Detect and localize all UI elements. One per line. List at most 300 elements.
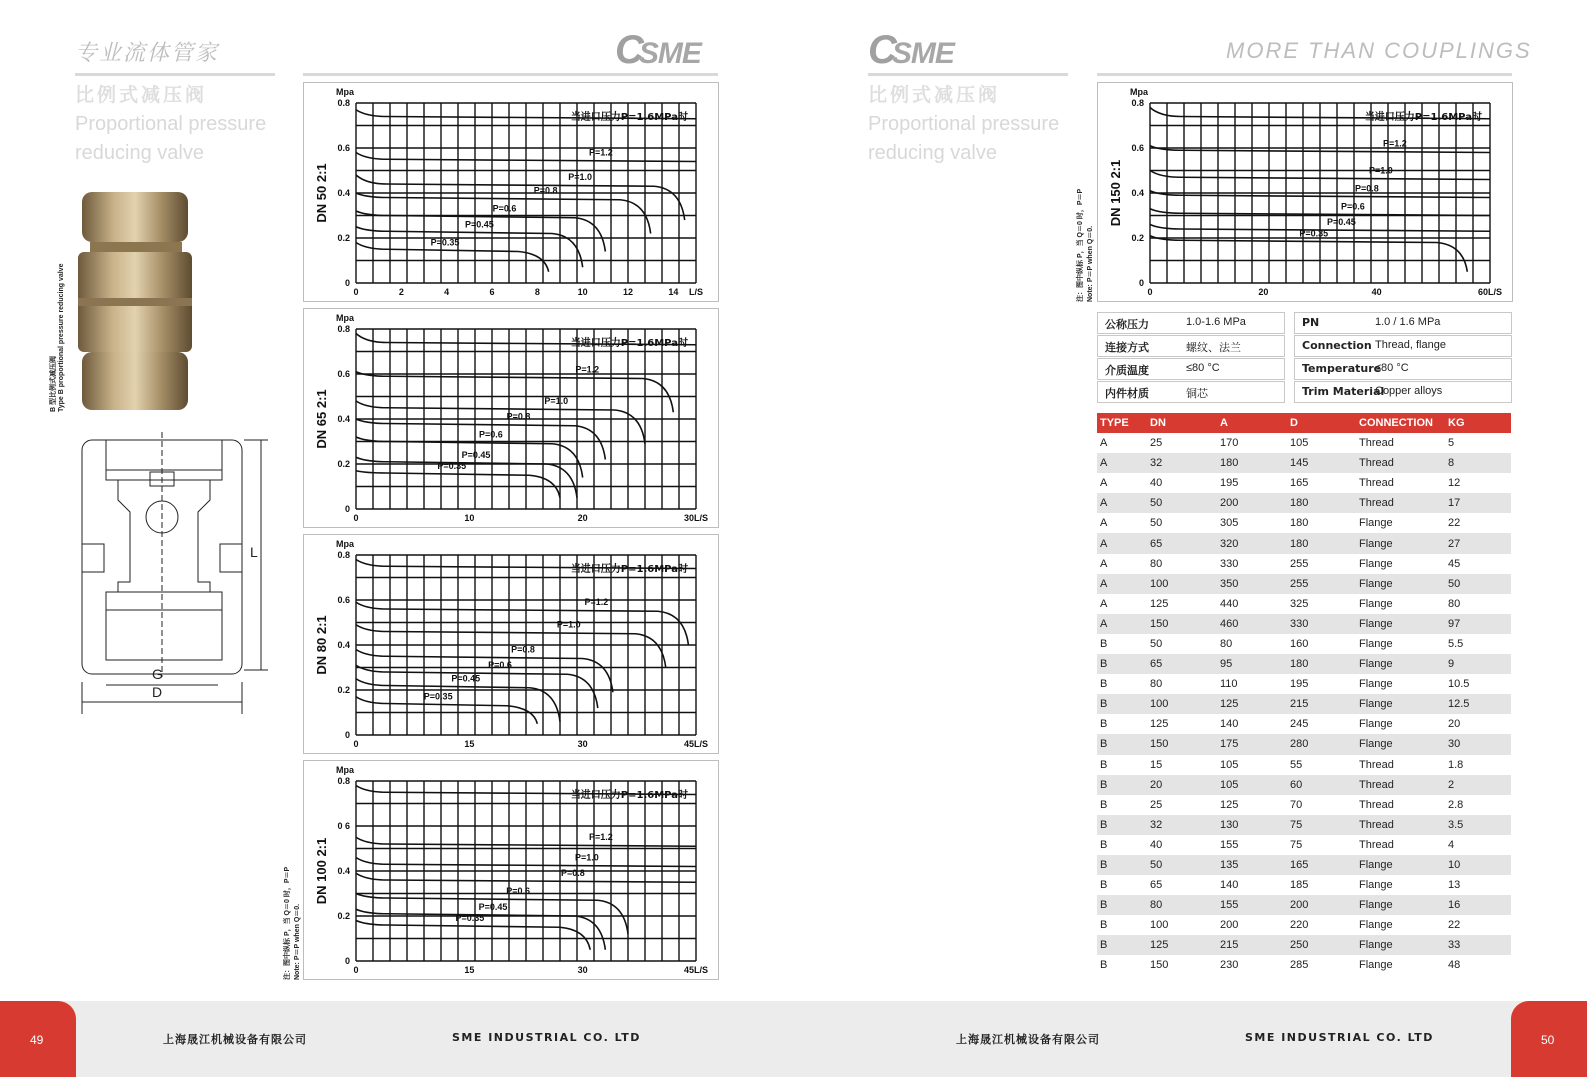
cell-connection: Flange bbox=[1356, 614, 1445, 634]
drawing-label-l: L bbox=[250, 544, 258, 560]
series-label: P=0.8 bbox=[511, 644, 535, 655]
x-tick-label: 0 bbox=[353, 739, 359, 749]
y-tick-label: 0.4 bbox=[337, 414, 350, 424]
cell-d: 180 bbox=[1287, 654, 1356, 674]
cell-kg: 5 bbox=[1448, 437, 1455, 450]
cell-d: 325 bbox=[1290, 597, 1309, 610]
y-tick-label: 0.6 bbox=[337, 369, 350, 379]
table-row bbox=[1097, 875, 1511, 895]
chart-dn150 bbox=[1097, 82, 1513, 302]
cell-kg: 27 bbox=[1445, 533, 1511, 553]
cell-type: B bbox=[1100, 919, 1108, 932]
series-line bbox=[356, 372, 673, 413]
cell-dn: 100 bbox=[1150, 919, 1169, 932]
cell-kg: 9 bbox=[1445, 654, 1511, 674]
y-tick-label: 0.2 bbox=[337, 685, 350, 695]
cell-connection: Flange bbox=[1356, 533, 1445, 553]
x-tick-label: 4 bbox=[444, 287, 450, 297]
cell-type: B bbox=[1097, 734, 1147, 754]
cell-dn: 32 bbox=[1147, 453, 1217, 473]
table-row bbox=[1097, 533, 1511, 553]
footer-company-cn-left: 上海晟江机械设备有限公司 bbox=[163, 1033, 307, 1046]
cell-type: B bbox=[1100, 718, 1108, 731]
logo-swoosh-icon: C bbox=[868, 28, 896, 72]
spec-en-2: Temperature ≤80 °C bbox=[1294, 358, 1512, 380]
cell-kg: 10.5 bbox=[1448, 678, 1470, 691]
cell-d: 285 bbox=[1290, 959, 1309, 972]
y-tick-label: 0.4 bbox=[1131, 188, 1144, 198]
cell-connection: Flange bbox=[1356, 935, 1445, 955]
cell-type: A bbox=[1100, 477, 1108, 490]
x-tick-label: L/S bbox=[688, 287, 704, 297]
cell-kg: 16 bbox=[1445, 895, 1511, 915]
y-tick-label: 0.6 bbox=[337, 595, 350, 605]
y-tick-label: 0.2 bbox=[1131, 233, 1144, 243]
cell-a: 135 bbox=[1217, 855, 1287, 875]
table-row bbox=[1097, 775, 1511, 795]
y-tick-label: 0.8 bbox=[337, 550, 350, 560]
cell-d: 160 bbox=[1290, 637, 1309, 650]
cell-a: 170 bbox=[1220, 437, 1239, 450]
cell-d: 70 bbox=[1290, 798, 1303, 811]
cell-kg: 2 bbox=[1445, 775, 1511, 795]
cell-dn: 125 bbox=[1150, 597, 1169, 610]
x-tick-label: 0 bbox=[353, 287, 359, 297]
cell-a: 215 bbox=[1217, 935, 1287, 955]
chart-grid bbox=[356, 781, 696, 961]
table-row bbox=[1097, 734, 1511, 754]
y-tick-label: 0 bbox=[344, 504, 350, 514]
series-label: P=0.6 bbox=[492, 203, 517, 214]
table-row bbox=[1097, 554, 1511, 574]
y-tick-label: 0.2 bbox=[337, 459, 350, 469]
y-axis-label: DN 150 2:1 bbox=[1108, 159, 1123, 227]
cell-connection: Thread bbox=[1356, 453, 1445, 473]
footer-company-cn-right: 上海晟江机械设备有限公司 bbox=[956, 1033, 1100, 1046]
cell-dn: 80 bbox=[1147, 895, 1217, 915]
cell-connection: Flange bbox=[1359, 517, 1393, 530]
product-title-cn: 比例式减压阀 bbox=[75, 84, 208, 106]
header-rule-left-1 bbox=[75, 73, 275, 76]
product-title-en-line2: reducing valve bbox=[75, 142, 204, 164]
series-line bbox=[356, 602, 688, 645]
cell-type: B bbox=[1100, 959, 1108, 972]
cell-d: 250 bbox=[1287, 935, 1356, 955]
cell-a: 200 bbox=[1220, 919, 1239, 932]
cell-connection: Flange bbox=[1359, 597, 1393, 610]
series-label: P=1.0 bbox=[544, 395, 569, 406]
table-row bbox=[1097, 433, 1511, 453]
series-label: P=0.35 bbox=[437, 461, 467, 471]
series-label: P=1.2 bbox=[1383, 138, 1407, 149]
cell-type: B bbox=[1100, 798, 1108, 811]
y-tick-label: 0.2 bbox=[337, 911, 350, 921]
y-tick-label: 0.8 bbox=[337, 98, 350, 108]
drawing-label-g: G bbox=[152, 666, 163, 682]
cell-kg: 33 bbox=[1445, 935, 1511, 955]
cell-kg: 5.5 bbox=[1448, 637, 1464, 650]
cell-dn: 125 bbox=[1150, 718, 1169, 731]
cell-a: 195 bbox=[1220, 477, 1239, 490]
cell-a: 95 bbox=[1217, 654, 1287, 674]
y-unit-label: Mpa bbox=[336, 313, 354, 323]
cell-a: 105 bbox=[1220, 758, 1239, 771]
y-tick-label: 0 bbox=[344, 956, 350, 966]
cell-kg: 12 bbox=[1448, 477, 1461, 490]
cell-connection: Thread bbox=[1359, 477, 1394, 490]
cell-dn: 32 bbox=[1147, 815, 1217, 835]
cell-a: 140 bbox=[1220, 718, 1239, 731]
col-header-kg: KG bbox=[1445, 413, 1511, 433]
series-label: P=0.6 bbox=[488, 660, 512, 670]
cell-a: 80 bbox=[1220, 637, 1233, 650]
cell-dn: 125 bbox=[1147, 935, 1217, 955]
chart-note-cn-right: 注：图中纵标 P，当 Q＝0 时，P＝P bbox=[1077, 188, 1084, 302]
cell-dn: 25 bbox=[1150, 437, 1163, 450]
cell-kg: 80 bbox=[1448, 597, 1461, 610]
series-label: P=0.6 bbox=[479, 429, 503, 440]
cell-a: 440 bbox=[1220, 597, 1239, 610]
cell-d: 165 bbox=[1290, 477, 1309, 490]
table-row bbox=[1097, 714, 1511, 734]
cell-dn: 100 bbox=[1147, 694, 1217, 714]
cell-type: B bbox=[1100, 637, 1108, 650]
product-title-en-line2-right: reducing valve bbox=[868, 142, 997, 164]
y-unit-label: Mpa bbox=[336, 765, 354, 775]
series-label: P=0.8 bbox=[533, 185, 558, 196]
cell-d: 145 bbox=[1287, 453, 1356, 473]
cell-kg: 3.5 bbox=[1445, 815, 1511, 835]
cell-d: 55 bbox=[1290, 758, 1303, 771]
x-tick-label: 60L/S bbox=[1477, 287, 1503, 297]
x-tick-label: 0 bbox=[353, 513, 359, 523]
series-label: P=1.2 bbox=[589, 832, 613, 842]
series-label: P=0.8 bbox=[561, 868, 585, 878]
table-row bbox=[1097, 895, 1511, 915]
table-row bbox=[1097, 493, 1511, 513]
cell-dn: 80 bbox=[1150, 678, 1163, 691]
series-line bbox=[356, 921, 590, 950]
table-row bbox=[1097, 694, 1511, 714]
x-tick-label: 40 bbox=[1371, 287, 1382, 297]
chart-grid bbox=[1150, 103, 1490, 283]
series-label: P=1.0 bbox=[556, 619, 581, 630]
cell-d: 180 bbox=[1290, 517, 1309, 530]
cell-a: 110 bbox=[1220, 678, 1238, 691]
cell-dn: 65 bbox=[1147, 533, 1217, 553]
cell-type: A bbox=[1097, 533, 1147, 553]
x-tick-label: 0 bbox=[1147, 287, 1153, 297]
y-tick-label: 0 bbox=[1138, 278, 1144, 288]
header-rule-right-1 bbox=[868, 73, 1068, 76]
cell-type: B bbox=[1100, 758, 1108, 771]
cell-kg: 22 bbox=[1448, 919, 1461, 932]
series-label: P=1.0 bbox=[1369, 165, 1393, 176]
cell-d: 245 bbox=[1290, 718, 1309, 731]
cell-kg: 50 bbox=[1445, 574, 1511, 594]
series-label: P=1.2 bbox=[589, 147, 613, 158]
cell-kg: 4 bbox=[1448, 838, 1455, 851]
cell-a: 125 bbox=[1217, 694, 1287, 714]
table-row bbox=[1097, 955, 1511, 975]
product-photo bbox=[70, 188, 200, 418]
footer-company-en-right: SME INDUSTRIAL CO. LTD bbox=[1245, 1031, 1434, 1044]
table-row bbox=[1097, 473, 1511, 493]
cell-type: B bbox=[1097, 775, 1147, 795]
x-tick-label: 12 bbox=[622, 287, 634, 297]
sme-logo-right: CSME bbox=[868, 28, 954, 72]
cell-kg: 2.8 bbox=[1448, 798, 1464, 811]
cell-connection: Thread bbox=[1359, 758, 1394, 771]
y-tick-label: 0.4 bbox=[337, 866, 350, 876]
cell-dn: 25 bbox=[1150, 798, 1163, 811]
cell-type: B bbox=[1097, 815, 1147, 835]
cell-a: 330 bbox=[1220, 557, 1239, 570]
y-axis-label: DN 65 2:1 bbox=[314, 389, 329, 449]
cell-d: 185 bbox=[1290, 879, 1309, 892]
y-tick-label: 0.6 bbox=[337, 143, 350, 153]
chart-note-en-right: Note: P＝P when Q＝0. bbox=[1087, 225, 1094, 302]
cell-kg: 97 bbox=[1445, 614, 1511, 634]
spec-en-1: Connection Thread, flange bbox=[1294, 335, 1512, 357]
cell-kg: 45 bbox=[1448, 557, 1461, 570]
cell-a: 105 bbox=[1217, 775, 1287, 795]
cell-kg: 20 bbox=[1448, 718, 1461, 731]
cell-kg: 17 bbox=[1445, 493, 1511, 513]
series-label: P=0.45 bbox=[451, 673, 481, 684]
y-tick-label: 0 bbox=[344, 278, 350, 288]
y-tick-label: 0.4 bbox=[337, 640, 350, 650]
cell-a: 140 bbox=[1220, 879, 1239, 892]
x-tick-label: 20 bbox=[1258, 287, 1269, 297]
cell-connection: Flange bbox=[1356, 694, 1445, 714]
series-line bbox=[1150, 236, 1467, 272]
table-row bbox=[1097, 855, 1511, 875]
table-row bbox=[1097, 594, 1511, 614]
cell-connection: Flange bbox=[1359, 637, 1393, 650]
cell-dn: 20 bbox=[1147, 775, 1217, 795]
header-rule-right-2 bbox=[1097, 73, 1512, 76]
sme-logo-left: CSME bbox=[615, 28, 701, 72]
chart-note-en-left: Note: P＝P when Q＝0. bbox=[294, 903, 301, 980]
cell-type: A bbox=[1097, 493, 1147, 513]
product-title-cn-right: 比例式减压阀 bbox=[868, 84, 1001, 106]
cell-connection: Flange bbox=[1356, 574, 1445, 594]
product-title-en-line1-right: Proportional pressure bbox=[868, 113, 1060, 135]
cell-connection: Flange bbox=[1356, 734, 1445, 754]
col-header-a: A bbox=[1217, 413, 1287, 433]
page-number-left: 49 bbox=[30, 1033, 44, 1047]
cell-kg: 10 bbox=[1445, 855, 1511, 875]
cell-d: 75 bbox=[1290, 838, 1303, 851]
x-tick-label: 0 bbox=[353, 965, 359, 975]
cell-a: 175 bbox=[1217, 734, 1287, 754]
right-slogan: MORE THAN COUPLINGS bbox=[1226, 38, 1532, 63]
series-label: P=0.45 bbox=[1327, 217, 1356, 227]
spec-cn-2: 介质温度 ≤80 °C bbox=[1097, 358, 1285, 380]
cell-connection: Thread bbox=[1359, 437, 1394, 450]
table-row bbox=[1097, 654, 1511, 674]
table-row bbox=[1097, 634, 1511, 654]
cell-connection: Flange bbox=[1359, 879, 1393, 892]
chart-annotation: 当进口压力P=1.6MPa时 bbox=[1364, 112, 1482, 123]
y-axis-label: DN 100 2:1 bbox=[314, 837, 329, 905]
cell-a: 230 bbox=[1220, 959, 1239, 972]
cell-type: B bbox=[1100, 879, 1108, 892]
x-tick-label: 10 bbox=[464, 513, 475, 523]
cell-a: 155 bbox=[1220, 838, 1239, 851]
cell-d: 165 bbox=[1287, 855, 1356, 875]
x-tick-label: 45L/S bbox=[683, 965, 709, 975]
cell-kg: 22 bbox=[1448, 517, 1461, 530]
product-title-en-line1: Proportional pressure bbox=[75, 113, 267, 135]
drawing-label-d: D bbox=[152, 684, 163, 700]
cell-d: 60 bbox=[1287, 775, 1356, 795]
series-label: P=0.35 bbox=[430, 237, 460, 248]
chart-grid bbox=[356, 103, 696, 283]
spec-cn-1: 连接方式 螺纹、法兰 bbox=[1097, 335, 1285, 357]
col-header-dn: DN bbox=[1147, 413, 1217, 433]
spec-cn-3: 内件材质 铜芯 bbox=[1097, 381, 1285, 403]
cell-dn: 40 bbox=[1150, 477, 1163, 490]
series-label: P=0.45 bbox=[478, 901, 508, 912]
product-caption-cn: B 型比例式减压阀 bbox=[50, 356, 57, 412]
cell-dn: 150 bbox=[1147, 734, 1217, 754]
spec-en-3: Trim Material Copper alloys bbox=[1294, 381, 1512, 403]
cell-connection: Thread bbox=[1356, 493, 1445, 513]
left-slogan: 专业流体管家 bbox=[75, 41, 220, 66]
y-unit-label: Mpa bbox=[336, 87, 354, 97]
cell-type: B bbox=[1097, 895, 1147, 915]
cell-dn: 15 bbox=[1150, 758, 1163, 771]
cell-d: 105 bbox=[1290, 437, 1309, 450]
cell-a: 320 bbox=[1217, 533, 1287, 553]
series-label: P=0.8 bbox=[1355, 183, 1379, 194]
series-label: P=0.35 bbox=[423, 691, 453, 702]
cell-dn: 80 bbox=[1150, 557, 1163, 570]
cell-d: 195 bbox=[1290, 678, 1309, 691]
cell-d: 220 bbox=[1290, 919, 1309, 932]
series-label: P=1.2 bbox=[575, 364, 600, 375]
table-row bbox=[1097, 795, 1511, 815]
cell-kg: 30 bbox=[1445, 734, 1511, 754]
cell-type: A bbox=[1100, 437, 1108, 450]
cell-dn: 150 bbox=[1147, 614, 1217, 634]
cell-type: A bbox=[1100, 557, 1108, 570]
chart-annotation: 当进口压力P=1.6MPa时 bbox=[570, 790, 688, 801]
cell-connection: Flange bbox=[1359, 718, 1393, 731]
series-label: P=1.2 bbox=[584, 597, 609, 607]
x-tick-label: 15 bbox=[464, 965, 475, 975]
chart-dn100 bbox=[303, 760, 719, 980]
cell-type: A bbox=[1097, 574, 1147, 594]
cell-connection: Thread bbox=[1359, 798, 1394, 811]
cell-type: A bbox=[1100, 517, 1108, 530]
table-row bbox=[1097, 835, 1511, 855]
cell-kg: 12.5 bbox=[1445, 694, 1511, 714]
cell-d: 280 bbox=[1287, 734, 1356, 754]
product-caption-en: Type B proportional pressure reducing valve bbox=[58, 263, 65, 412]
y-tick-label: 0.6 bbox=[1131, 143, 1144, 153]
cell-d: 255 bbox=[1287, 574, 1356, 594]
cell-type: B bbox=[1100, 678, 1108, 691]
table-row bbox=[1097, 453, 1511, 473]
cell-dn: 50 bbox=[1150, 637, 1163, 650]
cell-connection: Flange bbox=[1359, 959, 1393, 972]
y-axis-label: DN 50 2:1 bbox=[314, 163, 329, 223]
y-unit-label: Mpa bbox=[1130, 87, 1148, 97]
page-number-right: 50 bbox=[1541, 1033, 1555, 1047]
cell-type: B bbox=[1097, 654, 1147, 674]
table-row bbox=[1097, 674, 1511, 694]
cell-type: B bbox=[1097, 694, 1147, 714]
table-row bbox=[1097, 935, 1511, 955]
series-label: P=0.45 bbox=[465, 219, 494, 230]
cell-connection: Thread bbox=[1356, 815, 1445, 835]
x-tick-label: 14 bbox=[668, 287, 679, 297]
cell-a: 460 bbox=[1217, 614, 1287, 634]
y-tick-label: 0.8 bbox=[337, 324, 350, 334]
cell-d: 75 bbox=[1287, 815, 1356, 835]
cell-d: 180 bbox=[1287, 533, 1356, 553]
y-unit-label: Mpa bbox=[336, 539, 354, 549]
cell-a: 305 bbox=[1220, 517, 1239, 530]
series-label: P=0.45 bbox=[461, 449, 491, 460]
x-tick-label: 2 bbox=[398, 287, 404, 297]
cell-type: A bbox=[1100, 597, 1108, 610]
series-label: P=0.35 bbox=[1299, 228, 1329, 239]
cell-connection: Flange bbox=[1356, 654, 1445, 674]
series-label: P=0.6 bbox=[506, 886, 530, 896]
x-tick-label: 8 bbox=[534, 287, 540, 297]
cell-dn: 65 bbox=[1150, 879, 1163, 892]
dimension-table bbox=[1097, 413, 1511, 976]
cell-dn: 50 bbox=[1147, 855, 1217, 875]
cell-connection: Flange bbox=[1359, 557, 1393, 570]
cell-a: 130 bbox=[1217, 815, 1287, 835]
x-tick-label: 10 bbox=[577, 287, 588, 297]
cell-connection: Flange bbox=[1356, 895, 1445, 915]
cell-dn: 100 bbox=[1147, 574, 1217, 594]
cell-type: B bbox=[1097, 935, 1147, 955]
chart-note-cn-left: 注：图中纵标 P，当 Q＝0 时，P＝P bbox=[284, 866, 291, 980]
cell-connection: Thread bbox=[1359, 838, 1394, 851]
series-label: P=0.6 bbox=[1341, 201, 1365, 212]
chart-annotation: 当进口压力P=1.6MPa时 bbox=[570, 338, 688, 349]
cell-dn: 150 bbox=[1150, 959, 1169, 972]
spec-en-0: PN 1.0 / 1.6 MPa bbox=[1294, 312, 1512, 334]
cell-dn: 65 bbox=[1147, 654, 1217, 674]
cell-dn: 40 bbox=[1150, 838, 1163, 851]
chart-annotation: 当进口压力P=1.6MPa时 bbox=[570, 112, 688, 123]
cell-type: A bbox=[1097, 453, 1147, 473]
header-rule-left-2 bbox=[303, 73, 718, 76]
cell-connection: Thread bbox=[1356, 775, 1445, 795]
x-tick-label: 20 bbox=[577, 513, 588, 523]
chart-dn50 bbox=[303, 82, 719, 302]
cell-d: 200 bbox=[1287, 895, 1356, 915]
cell-connection: Flange bbox=[1359, 678, 1393, 691]
cell-type: B bbox=[1097, 855, 1147, 875]
cell-a: 125 bbox=[1220, 798, 1239, 811]
y-tick-label: 0 6 bbox=[337, 821, 350, 831]
table-row bbox=[1097, 815, 1511, 835]
cell-kg: 1.8 bbox=[1448, 758, 1464, 771]
chart-dn65 bbox=[303, 308, 719, 528]
cell-type: B bbox=[1100, 838, 1108, 851]
col-header-d: D bbox=[1287, 413, 1356, 433]
series-label: P=1.0 bbox=[575, 852, 599, 863]
